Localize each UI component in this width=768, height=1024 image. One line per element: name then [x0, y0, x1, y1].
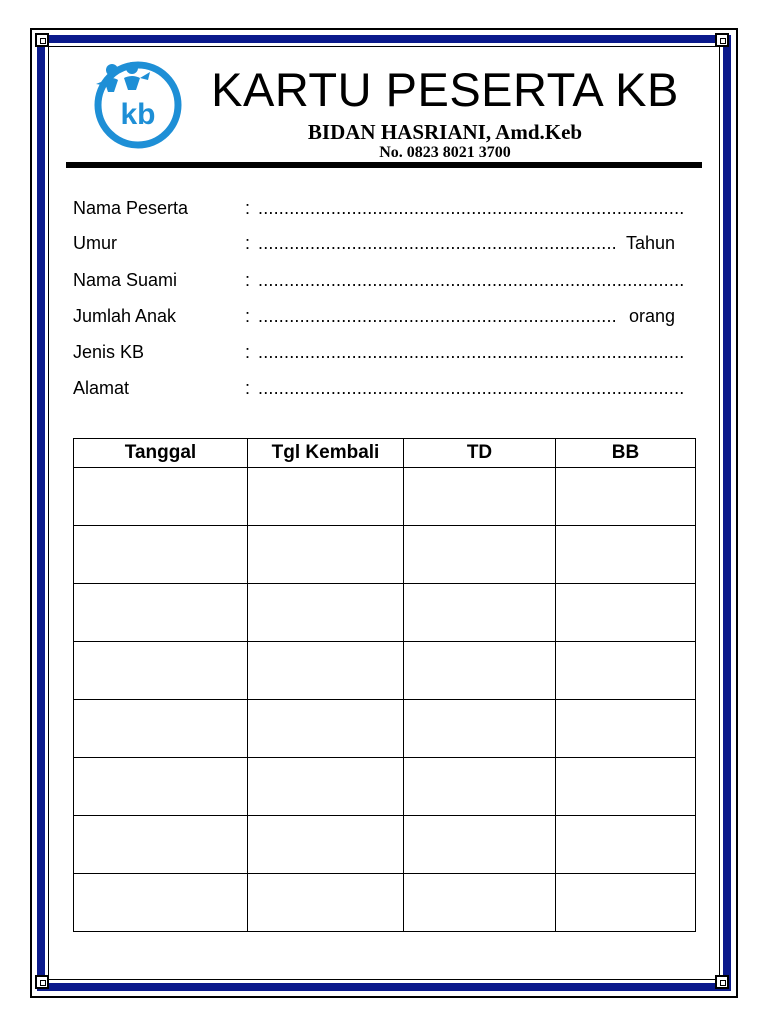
card-title: KARTU PESERTA KB	[211, 63, 679, 116]
table-cell[interactable]	[556, 758, 696, 816]
table-cell[interactable]	[248, 584, 404, 642]
corner-ornament-bottom-right	[715, 975, 729, 989]
table-cell[interactable]	[556, 816, 696, 874]
field-unit: Tahun	[625, 233, 675, 253]
table-cell[interactable]	[74, 816, 248, 874]
table-cell[interactable]	[74, 874, 248, 932]
column-header-bb: BB	[556, 439, 696, 468]
table-cell[interactable]	[556, 468, 696, 526]
field-colon: :	[245, 270, 251, 290]
field-nama-peserta	[73, 196, 683, 220]
corner-ornament-top-right	[715, 33, 729, 47]
field-colon: :	[245, 198, 251, 218]
kb-family-logo	[88, 58, 188, 150]
table-cell[interactable]	[556, 526, 696, 584]
table-cell[interactable]	[556, 642, 696, 700]
table-cell[interactable]	[248, 642, 404, 700]
table-cell[interactable]	[248, 468, 404, 526]
table-cell[interactable]	[404, 526, 556, 584]
field-label: Jumlah Anak	[73, 306, 177, 326]
field-label: Alamat	[73, 378, 130, 398]
field-label: Umur	[73, 233, 117, 253]
table-cell[interactable]	[74, 700, 248, 758]
table-row	[74, 526, 696, 584]
field-label: Nama Peserta	[73, 198, 189, 218]
table-cell[interactable]	[404, 700, 556, 758]
table-cell[interactable]	[248, 874, 404, 932]
table-cell[interactable]	[404, 584, 556, 642]
phone-number: No. 0823 8021 3700	[379, 144, 511, 161]
table-cell[interactable]	[74, 468, 248, 526]
table-cell[interactable]	[248, 700, 404, 758]
column-header-td: TD	[404, 439, 556, 468]
field-jumlah-anak	[73, 304, 683, 328]
corner-ornament-top-left	[35, 33, 49, 47]
field-colon: :	[245, 378, 251, 398]
header-divider	[66, 162, 702, 168]
table-row	[74, 584, 696, 642]
fill-in-line[interactable]: ..................................................................................	[258, 342, 685, 362]
table-cell[interactable]	[248, 526, 404, 584]
field-colon: :	[245, 233, 251, 253]
field-jenis-kb	[73, 340, 683, 364]
fill-in-line[interactable]: .....................................................................	[258, 233, 617, 253]
table-cell[interactable]	[248, 816, 404, 874]
table-cell[interactable]	[404, 816, 556, 874]
logo-text: kb	[120, 98, 156, 131]
visit-log-table	[73, 438, 696, 932]
fill-in-line[interactable]: .....................................................................	[258, 306, 617, 326]
table-cell[interactable]	[404, 642, 556, 700]
table-row	[74, 816, 696, 874]
table-cell[interactable]	[404, 758, 556, 816]
column-header-tgl-kembali: Tgl Kembali	[248, 439, 404, 468]
table-cell[interactable]	[556, 874, 696, 932]
table-cell[interactable]	[74, 642, 248, 700]
field-nama-suami	[73, 268, 683, 292]
table-row	[74, 700, 696, 758]
fill-in-line[interactable]: ..................................................................................	[258, 270, 685, 290]
fill-in-line[interactable]: ..................................................................................	[258, 378, 685, 398]
field-colon: :	[245, 306, 251, 326]
fill-in-line[interactable]: ..................................................................................	[258, 198, 685, 218]
table-cell[interactable]	[74, 526, 248, 584]
field-label: Nama Suami	[73, 270, 178, 290]
field-umur	[73, 231, 683, 255]
table-cell[interactable]	[556, 700, 696, 758]
table-cell[interactable]	[248, 758, 404, 816]
column-header-tanggal: Tanggal	[74, 439, 248, 468]
table-row	[74, 758, 696, 816]
table-cell[interactable]	[74, 758, 248, 816]
midwife-name: BIDAN HASRIANI, Amd.Keb	[307, 120, 583, 144]
field-colon: :	[245, 342, 251, 362]
field-unit: orang	[628, 306, 675, 326]
table-row	[74, 468, 696, 526]
corner-ornament-bottom-left	[35, 975, 49, 989]
table-body	[74, 468, 696, 932]
table-cell[interactable]	[74, 584, 248, 642]
table-cell[interactable]	[404, 874, 556, 932]
table-row	[74, 874, 696, 932]
field-alamat	[73, 376, 683, 400]
table-cell[interactable]	[404, 468, 556, 526]
table-row	[74, 642, 696, 700]
field-label: Jenis KB	[73, 342, 145, 362]
table-cell[interactable]	[556, 584, 696, 642]
table-header-row	[74, 439, 696, 468]
